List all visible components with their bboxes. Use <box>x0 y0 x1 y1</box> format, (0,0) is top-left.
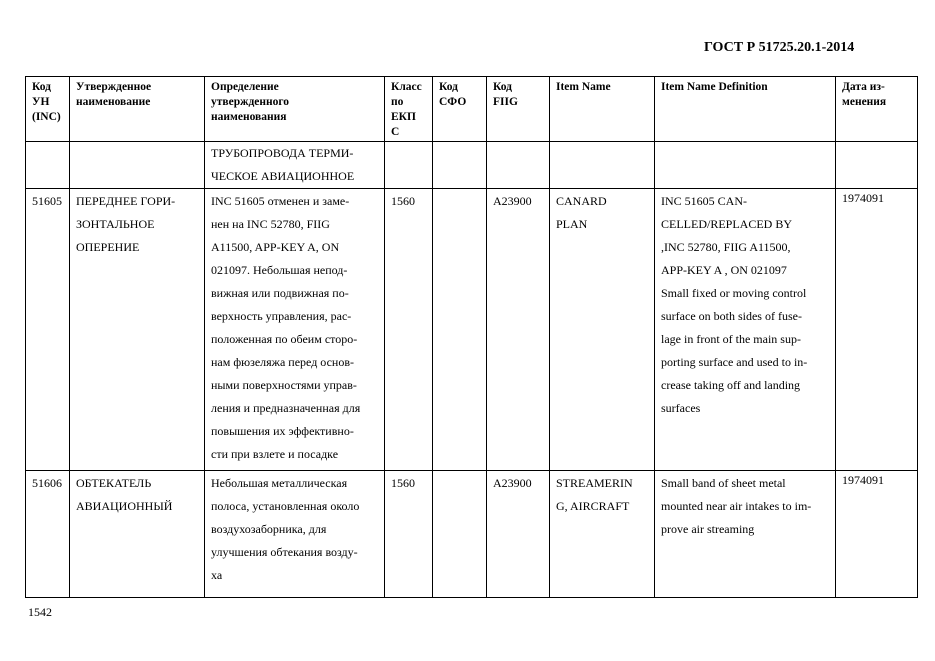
item-name-definition-cell: INC 51605 CAN- CELLED/REPLACED BY ,INC 52780, FIIG A11500, APP-KEY A , ON 021097 Small fixed or moving control surface on both sides of fuse- lage in front of the main sup- porting surface and used to in- crease taking off and landing surfaces <box>655 189 836 471</box>
column-header-class: Класс по ЕКП С <box>385 77 433 142</box>
fiig-cell: A23900 <box>487 189 550 471</box>
catalog-table <box>25 76 918 598</box>
item-name-cell: STREAMERIN G, AIRCRAFT <box>550 471 655 598</box>
definition-cell: Небольшая металлическая полоса, установленная около воздухозаборника, для улучшения обтекания возду- ха <box>205 471 385 598</box>
table-row <box>26 189 918 471</box>
sfo-cell <box>433 189 487 471</box>
sfo-cell <box>433 471 487 598</box>
inc-cell: 51605 <box>26 189 70 471</box>
column-header-sfo: Код СФО <box>433 77 487 142</box>
column-header-approved-name: Утвержденное наименование <box>70 77 205 142</box>
item-name-definition-cell: Small band of sheet metal mounted near air intakes to im- prove air streaming <box>655 471 836 598</box>
column-header-fiig: Код FIIG <box>487 77 550 142</box>
column-header-item-name-definition: Item Name Definition <box>655 77 836 142</box>
change-date-cell: 1974091 <box>836 189 918 471</box>
definition-cell: ТРУБОПРОВОДА ТЕРМИ- ЧЕСКОЕ АВИАЦИОННОЕ <box>205 142 385 189</box>
item-name-cell: CANARD PLAN <box>550 189 655 471</box>
page-number: 1542 <box>28 605 52 619</box>
class-cell: 1560 <box>385 471 433 598</box>
column-header-item-name: Item Name <box>550 77 655 142</box>
definition-cell: INC 51605 отменен и заме- нен на INC 52780, FIIG A11500, APP-KEY A, ON 021097. Небольшая непод- вижная или подвижная по- верхность управления, рас- положенная по обеим сторо- нам фюзеляжа перед основ- ными поверхностями управ- ления и предназначенная для повышения их эффективно- сти при взлете и посадке <box>205 189 385 471</box>
table-row-continuation <box>26 142 918 189</box>
table-header-row <box>26 77 918 142</box>
document-standard-number: ГОСТ Р 51725.20.1-2014 <box>704 40 855 55</box>
table-row <box>26 471 918 598</box>
approved-name-cell: ОБТЕКАТЕЛЬ АВИАЦИОННЫЙ <box>70 471 205 598</box>
fiig-cell: A23900 <box>487 471 550 598</box>
approved-name-cell: ПЕРЕДНЕЕ ГОРИ- ЗОНТАЛЬНОЕ ОПЕРЕНИЕ <box>70 189 205 471</box>
inc-cell: 51606 <box>26 471 70 598</box>
column-header-change-date: Дата из- менения <box>836 77 918 142</box>
column-header-inc: Код УН (INC) <box>26 77 70 142</box>
column-header-definition: Определение утвержденного наименования <box>205 77 385 142</box>
change-date-cell: 1974091 <box>836 471 918 598</box>
class-cell: 1560 <box>385 189 433 471</box>
